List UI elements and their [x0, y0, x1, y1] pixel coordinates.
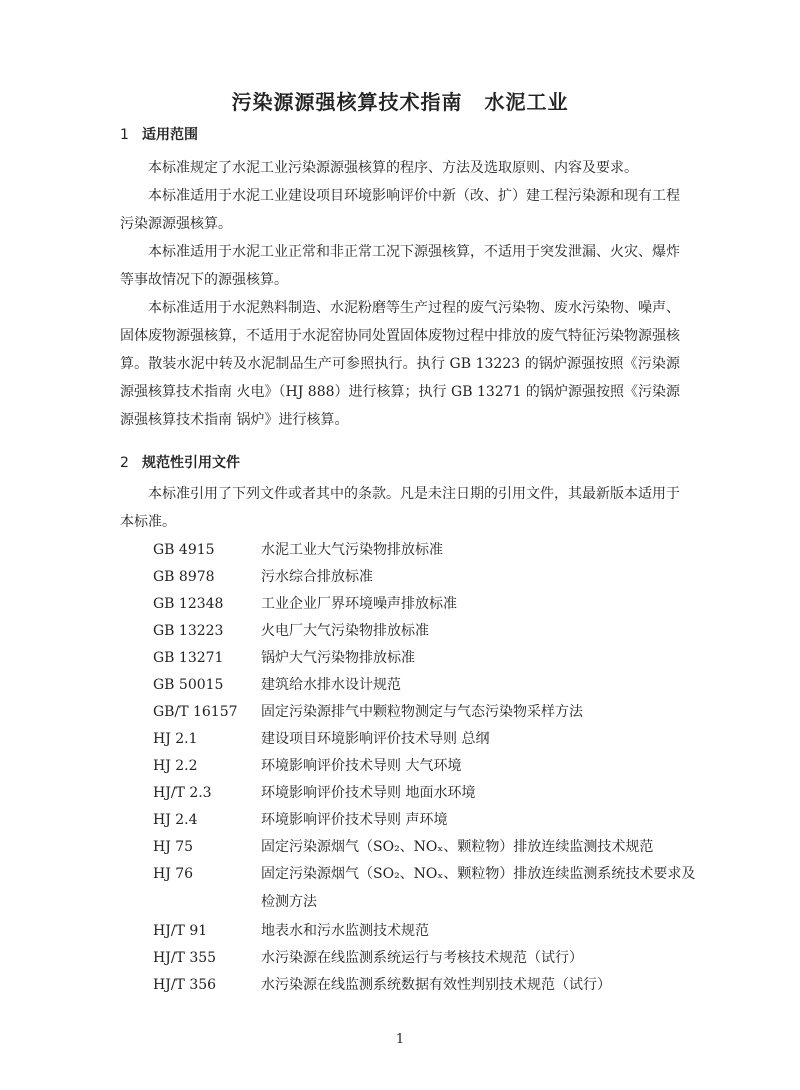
reference-code: HJ 2.2	[153, 758, 198, 774]
paragraph: 本标准适用于水泥工业建设项目环境影响评价中新（改、扩）建工程污染源和现有工程污染源源强核算。	[120, 188, 680, 232]
reference-code: GB/T 16157	[153, 704, 238, 720]
paragraph: 本标准适用于水泥工业正常和非正常工况下源强核算，不适用于突发泄漏、火灾、爆炸等事故情况下的源强核算。	[120, 244, 680, 288]
reference-code: HJ 2.1	[153, 731, 198, 747]
reference-code: GB 12348	[153, 596, 224, 612]
reference-title: 污水综合排放标准	[261, 569, 373, 585]
paragraph: 本标准引用了下列文件或者其中的条款。凡是未注日期的引用文件，其最新版本适用于本标准。	[120, 486, 680, 530]
reference-title: 地表水和污水监测技术规范	[261, 923, 429, 939]
reference-code: GB 13271	[153, 650, 224, 666]
reference-title: 火电厂大气污染物排放标准	[261, 623, 429, 639]
reference-code: GB 8978	[153, 569, 215, 585]
section-number: 2	[120, 455, 129, 471]
reference-code: GB 13223	[153, 623, 224, 639]
document-title	[0, 86, 800, 115]
reference-title: 环境影响评价技术导则 地面水环境	[261, 785, 476, 801]
reference-code: HJ 76	[153, 866, 194, 882]
page-number: 1	[395, 1032, 405, 1047]
reference-title: 固定污染源排气中颗粒物测定与气态污染物采样方法	[261, 704, 583, 720]
section-2-heading	[120, 452, 240, 472]
reference-code: HJ/T 356	[153, 977, 217, 993]
reference-title: 水污染源在线监测系统数据有效性判别技术规范（试行）	[261, 977, 611, 993]
section-1-heading	[120, 124, 198, 144]
reference-code: HJ/T 91	[153, 923, 208, 939]
paragraph: 本标准规定了水泥工业污染源源强核算的程序、方法及选取原则、内容及要求。	[148, 160, 638, 176]
title-sub: 水泥工业	[484, 90, 569, 114]
reference-title: 环境影响评价技术导则 大气环境	[261, 758, 462, 774]
reference-title: 工业企业厂界环境噪声排放标准	[261, 596, 457, 612]
section-title: 适用范围	[142, 127, 198, 143]
reference-code: GB 4915	[153, 542, 215, 558]
reference-title: 水泥工业大气污染物排放标准	[261, 542, 443, 558]
reference-title: 固定污染源烟气（SO₂、NOₓ、颗粒物）排放连续监测系统技术要求及检测方法	[261, 866, 696, 910]
reference-title: 环境影响评价技术导则 声环境	[261, 812, 448, 828]
section-title: 规范性引用文件	[142, 455, 240, 471]
reference-code: HJ 75	[153, 839, 194, 855]
title-main: 污染源源强核算技术指南	[231, 90, 463, 114]
section-number: 1	[120, 127, 129, 143]
reference-code: HJ/T 355	[153, 950, 217, 966]
reference-title: 固定污染源烟气（SO₂、NOₓ、颗粒物）排放连续监测技术规范	[261, 839, 654, 855]
reference-code: HJ 2.4	[153, 812, 198, 828]
reference-code: GB 50015	[153, 677, 224, 693]
reference-title: 建设项目环境影响评价技术导则 总纲	[261, 731, 490, 747]
reference-code: HJ/T 2.3	[153, 785, 212, 801]
reference-title: 水污染源在线监测系统运行与考核技术规范（试行）	[261, 950, 583, 966]
reference-title: 锅炉大气污染物排放标准	[261, 650, 415, 666]
paragraph: 本标准适用于水泥熟料制造、水泥粉磨等生产过程的废气污染物、废水污染物、噪声、固体废物源强核算，不适用于水泥窑协同处置固体废物过程中排放的废气特征污染物源强核算。散装水泥中转及水泥制品生产可参照执行。执行 GB 13223 的锅炉源强按照《污染源源强核算技术指南 火电》（HJ 888）进行核算；执行 GB 13271 的锅炉源强按照《污染源源强核算技术指南 锅炉》进行核算。	[120, 300, 680, 428]
reference-title: 建筑给水排水设计规范	[261, 677, 401, 693]
